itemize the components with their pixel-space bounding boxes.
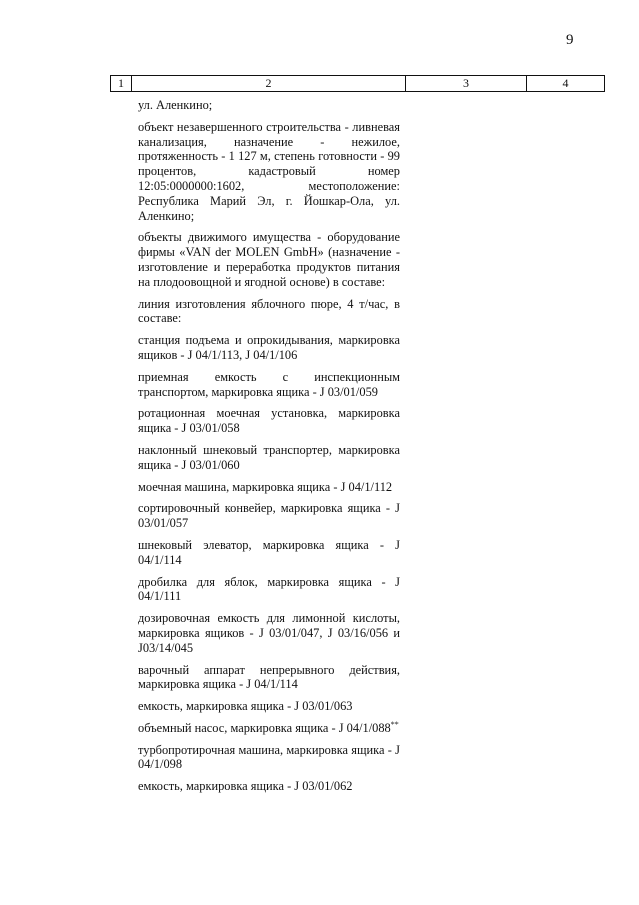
entry: варочный аппарат непрерывного действия, маркировка ящика - J 04/1/114	[138, 662, 400, 692]
entry: шнековый элеватор, маркировка ящика - J 04/1/114	[138, 537, 400, 567]
column-header-3: 3	[406, 76, 527, 92]
entry: турбопротирочная машина, маркировка ящика - J 04/1/098	[138, 742, 400, 772]
entry: наклонный шнековый транспортер, маркировка ящика - J 03/01/060	[138, 442, 400, 472]
footnote-mark: **	[390, 719, 399, 729]
column-header-table	[110, 75, 605, 92]
entry: моечная машина, маркировка ящика - J 04/1/112	[138, 479, 393, 494]
entry: ул. Аленкино;	[138, 98, 213, 112]
column-2-content	[138, 98, 400, 794]
entry: станция подъема и опрокидывания, маркировка ящиков - J 04/1/113, J 04/1/106	[138, 333, 400, 362]
entry: приемная емкость с инспекционным транспортом, маркировка ящика - J 03/01/059	[138, 369, 400, 399]
entry: объекты движимого имущества - оборудование фирмы «VAN der MOLEN GmbH» (назначение - изготовление и переработка продуктов питания на плодоовощной и ягодной основе) в составе:	[138, 230, 400, 289]
entry: ротационная моечная установка, маркировка ящика - J 03/01/058	[138, 406, 400, 436]
column-header-4: 4	[527, 76, 605, 92]
entry: объект незавершенного строительства - ливневая канализация, назначение - нежилое, протяженность - 1 127 м, степень готовности - 99 процентов, кадастровый номер 12:05:0000000:1602, местоположение: Республика Марий Эл, г. Йошкар-Ола, ул. Аленкино;	[138, 119, 400, 223]
entry: дозировочная емкость для лимонной кислоты, маркировка ящиков - J 03/01/047, J 03/16/056 и J03/14/045	[138, 611, 400, 655]
entry: емкость, маркировка ящика - J 03/01/062	[138, 779, 353, 794]
entry: линия изготовления яблочного пюре, 4 т/час, в составе:	[138, 296, 400, 326]
entry-text: объемный насос, маркировка ящика - J 04/1/088	[138, 720, 391, 735]
entry: дробилка для яблок, маркировка ящика - J 04/1/111	[138, 574, 400, 604]
column-header-2: 2	[132, 76, 406, 92]
entry: сортировочный конвейер, маркировка ящика - J 03/01/057	[138, 501, 400, 531]
column-header-row	[111, 76, 605, 92]
entry: емкость, маркировка ящика - J 03/01/063	[138, 699, 353, 714]
column-header-1: 1	[111, 76, 132, 92]
entry-with-footnote	[138, 721, 400, 736]
page-number: 9	[566, 32, 574, 48]
